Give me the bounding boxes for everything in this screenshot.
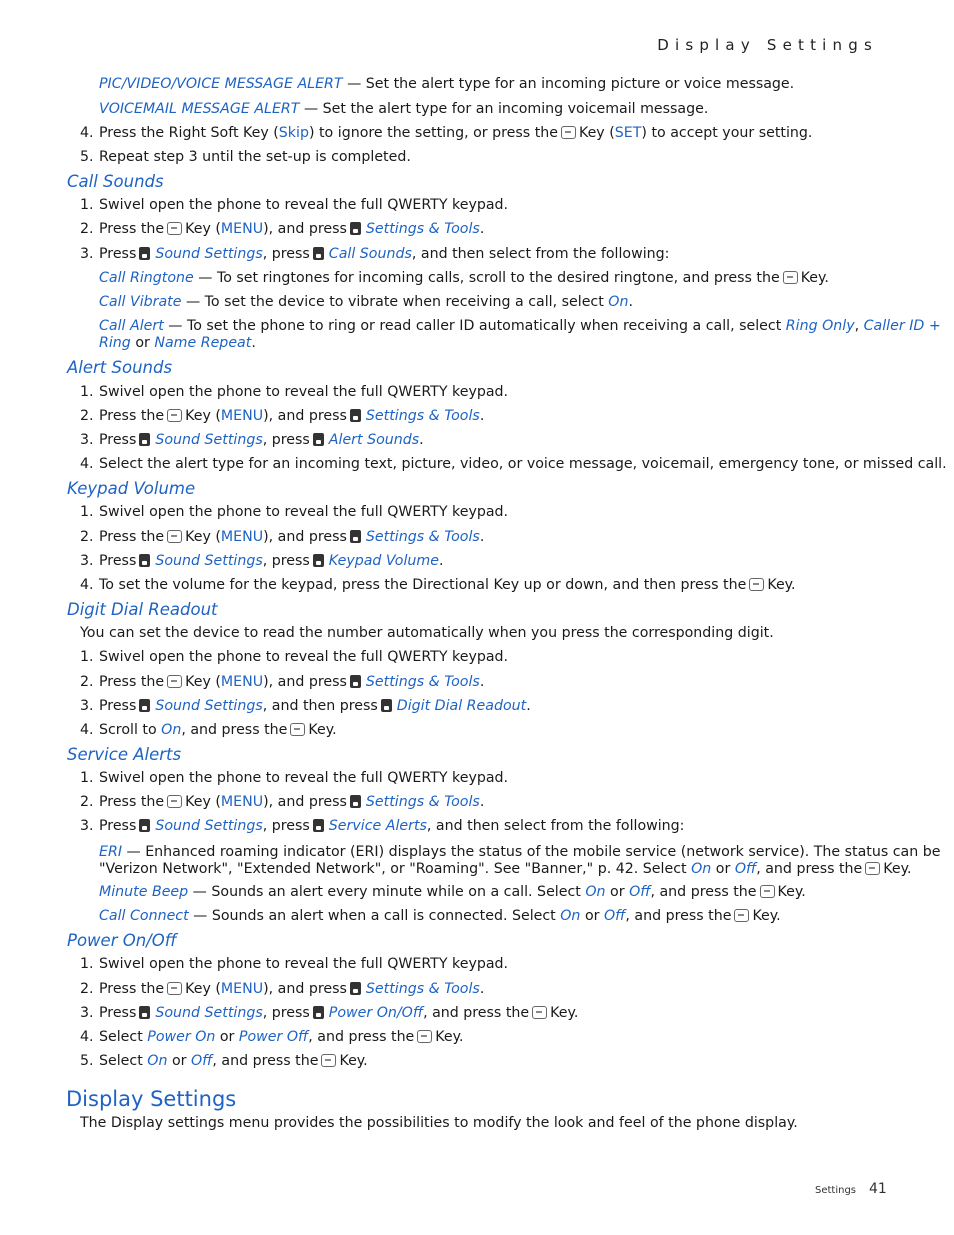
page-number: 41 — [869, 1181, 887, 1197]
alert-sounds-step-4: 4. Select the alert type for an incoming text, picture, video, or voice message, voicemail, emergency tone, or missed call. — [80, 456, 947, 472]
call-sounds-step-2: 2. Press the Key (MENU), and press Settings & Tools. — [80, 221, 485, 237]
digit-step-1: 1. Swivel open the phone to reveal the full QWERTY keypad. — [80, 649, 509, 665]
heading-alert-sounds: Alert Sounds — [67, 358, 173, 377]
step-5: 5. Repeat step 3 until the set-up is completed. — [80, 149, 411, 165]
number-key-icon — [139, 554, 150, 567]
running-head: Display Settings — [657, 36, 878, 54]
ok-key-icon — [167, 982, 182, 995]
service-step-2: 2. Press the Key (MENU), and press Settings & Tools. — [80, 794, 485, 810]
number-key-icon — [350, 982, 361, 995]
ok-key-icon — [167, 530, 182, 543]
alert-sounds-step-2: 2. Press the Key (MENU), and press Settings & Tools. — [80, 408, 485, 424]
ok-key-icon — [167, 675, 182, 688]
heading-digit-dial-readout: Digit Dial Readout — [67, 600, 218, 619]
call-vibrate-item: Call Vibrate — To set the device to vibrate when receiving a call, select On. — [99, 294, 633, 310]
number-key-icon — [350, 675, 361, 688]
power-step-3: 3. Press Sound Settings, press Power On/Off, and press the Key. — [80, 1005, 579, 1021]
number-key-icon — [350, 409, 361, 422]
number-key-icon — [350, 530, 361, 543]
power-step-5: 5. Select On or Off, and press the Key. — [80, 1053, 368, 1069]
ok-key-icon — [749, 578, 764, 591]
call-ringtone-item: Call Ringtone — To set ringtones for incoming calls, scroll to the desired ringtone, and press the Key. — [99, 270, 829, 286]
digit-step-4: 4. Scroll to On, and press the Key. — [80, 722, 337, 738]
alert-sounds-step-3: 3. Press Sound Settings, press Alert Sounds. — [80, 432, 424, 448]
power-step-4: 4. Select Power On or Power Off, and press the Key. — [80, 1029, 464, 1045]
voicemail-alert-item: VOICEMAIL MESSAGE ALERT — Set the alert type for an incoming voicemail message. — [99, 101, 709, 117]
heading-call-sounds: Call Sounds — [67, 172, 164, 191]
call-connect-item: Call Connect — Sounds an alert when a call is connected. Select On or Off, and press the Key. — [99, 908, 781, 924]
digit-step-3: 3. Press Sound Settings, and then press Digit Dial Readout. — [80, 698, 531, 714]
ok-key-icon — [167, 795, 182, 808]
display-intro: The Display settings menu provides the possibilities to modify the look and feel of the phone display. — [80, 1115, 798, 1131]
number-key-icon — [350, 222, 361, 235]
ok-key-icon — [760, 885, 775, 898]
ok-key-icon — [561, 126, 576, 139]
number-key-icon — [139, 819, 150, 832]
keypad-step-3: 3. Press Sound Settings, press Keypad Volume. — [80, 553, 444, 569]
ok-key-icon — [290, 723, 305, 736]
keypad-step-2: 2. Press the Key (MENU), and press Settings & Tools. — [80, 529, 485, 545]
keypad-step-4: 4. To set the volume for the keypad, press the Directional Key up or down, and then press the Key. — [80, 577, 796, 593]
number-key-icon — [381, 699, 392, 712]
ok-key-icon — [167, 222, 182, 235]
number-key-icon — [313, 247, 324, 260]
number-key-icon — [139, 433, 150, 446]
step-4: 4. Press the Right Soft Key (Skip) to ignore the setting, or press the Key (SET) to accept your setting. — [80, 125, 813, 141]
footer-section-label: Settings — [815, 1185, 857, 1196]
digit-intro: You can set the device to read the number automatically when you press the corresponding digit. — [80, 625, 774, 641]
digit-step-2: 2. Press the Key (MENU), and press Settings & Tools. — [80, 674, 485, 690]
number-key-icon — [313, 1006, 324, 1019]
call-sounds-step-1: 1. Swivel open the phone to reveal the full QWERTY keypad. — [80, 197, 509, 213]
pic-alert-item: PIC/VIDEO/VOICE MESSAGE ALERT — Set the alert type for an incoming picture or voice message. — [99, 76, 795, 92]
heading-display-settings: Display Settings — [66, 1087, 237, 1111]
number-key-icon — [313, 554, 324, 567]
minute-beep-item: Minute Beep — Sounds an alert every minute while on a call. Select On or Off, and press the Key. — [99, 884, 806, 900]
keypad-step-1: 1. Swivel open the phone to reveal the full QWERTY keypad. — [80, 504, 509, 520]
alert-sounds-step-1: 1. Swivel open the phone to reveal the full QWERTY keypad. — [80, 384, 509, 400]
number-key-icon — [313, 819, 324, 832]
ok-key-icon — [417, 1030, 432, 1043]
power-step-2: 2. Press the Key (MENU), and press Settings & Tools. — [80, 981, 485, 997]
ok-key-icon — [865, 862, 880, 875]
ok-key-icon — [783, 271, 798, 284]
number-key-icon — [139, 699, 150, 712]
eri-item-cont: "Verizon Network", "Extended Network", or "Roaming". See "Banner," p. 42. Select On or Off, and press the Key. — [99, 861, 912, 877]
ok-key-icon — [167, 409, 182, 422]
ok-key-icon — [321, 1054, 336, 1067]
heading-keypad-volume: Keypad Volume — [67, 479, 196, 498]
eri-item: ERI — Enhanced roaming indicator (ERI) displays the status of the mobile service (network service). The status can be — [99, 844, 941, 860]
number-key-icon — [350, 795, 361, 808]
number-key-icon — [139, 247, 150, 260]
service-step-3: 3. Press Sound Settings, press Service Alerts, and then select from the following: — [80, 818, 685, 834]
ok-key-icon — [532, 1006, 547, 1019]
ok-key-icon — [734, 909, 749, 922]
number-key-icon — [139, 1006, 150, 1019]
heading-service-alerts: Service Alerts — [67, 745, 182, 764]
call-alert-item: Call Alert — To set the phone to ring or read caller ID automatically when receiving a call, select Ring Only, Caller ID + — [99, 318, 941, 334]
call-alert-item-cont: Ring or Name Repeat. — [99, 335, 256, 351]
service-step-1: 1. Swivel open the phone to reveal the full QWERTY keypad. — [80, 770, 509, 786]
call-sounds-step-3: 3. Press Sound Settings, press Call Sounds, and then select from the following: — [80, 246, 670, 262]
heading-power-onoff: Power On/Off — [67, 931, 177, 950]
power-step-1: 1. Swivel open the phone to reveal the full QWERTY keypad. — [80, 956, 509, 972]
number-key-icon — [313, 433, 324, 446]
